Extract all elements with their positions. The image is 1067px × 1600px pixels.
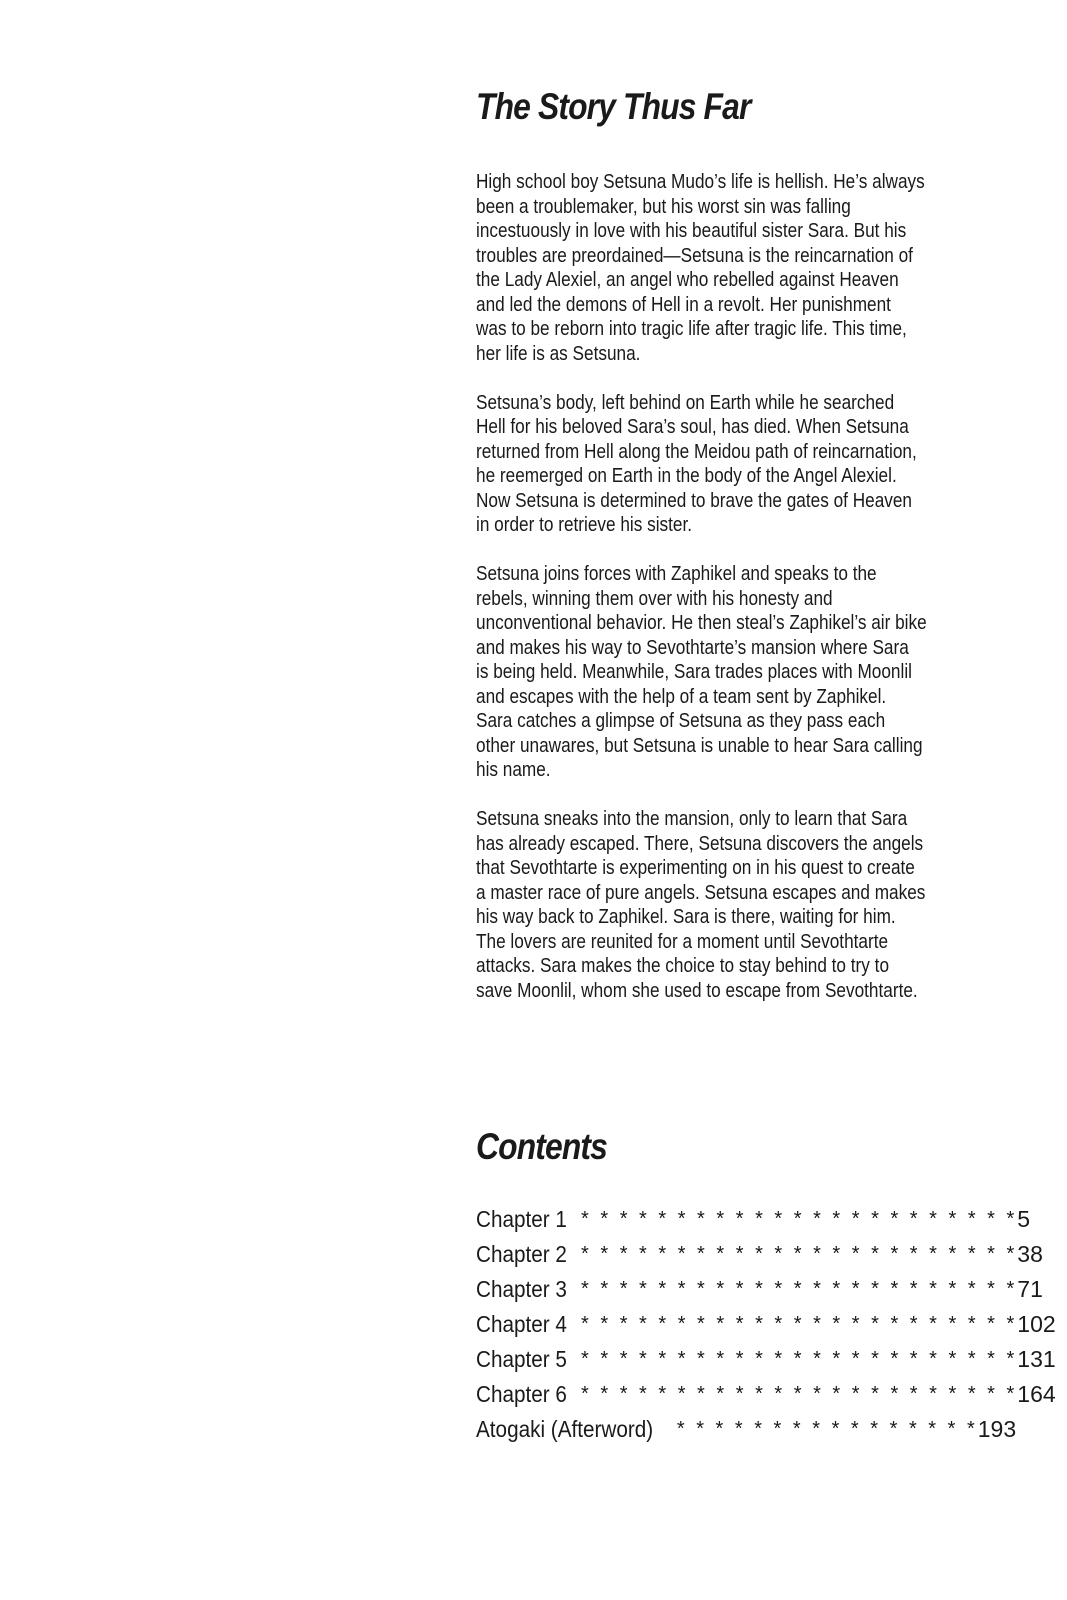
toc-label: Chapter 6 [476,1381,567,1407]
story-paragraph: High school boy Setsuna Mudo’s life is hellish. He’s always been a troublemaker, but his worst sin was falling incestuously in love with his beautiful sister Sara. But his troubles are preordained—Setsuna is the reincarnation of the Lady Alexiel, an angel who rebelled against Heaven and led the demons of Hell in a revolt. Her punishment was to be reborn into tragic life after tragic life. This time, her life is as Setsuna. [476,171,925,365]
toc-entry[interactable] [476,1416,1017,1451]
toc-label: Atogaki (Afterword) [476,1416,654,1442]
toc-page-number: 5 [1017,1206,1031,1232]
toc-entry[interactable] [476,1311,1056,1346]
toc-label: Chapter 1 [476,1206,567,1232]
toc-label: Chapter 4 [476,1311,567,1337]
toc-page-number: 38 [1017,1241,1043,1267]
toc-entry[interactable] [476,1206,1031,1241]
toc-page-number: 131 [1017,1346,1056,1372]
toc-entry[interactable] [476,1346,1056,1381]
toc-leader: * * * * * * * * * * * * * * * * * * * * * * * [581,1383,1018,1405]
toc-leader: * * * * * * * * * * * * * * * * * * * * * * * [581,1243,1018,1265]
toc-entry[interactable] [476,1276,1043,1311]
toc-label: Chapter 5 [476,1346,567,1372]
story-paragraph: Setsuna sneaks into the mansion, only to learn that Sara has already escaped. There, Setsuna discovers the angels that Sevothtarte is experimenting on in his quest to create a master race of pure angels. Setsuna escapes and makes his way back to Zaphikel. Sara is there, waiting for him. The lovers are reunited for a moment until Sevothtarte attacks. Sara makes the choice to stay behind to try to save Moonlil, whom she used to escape from Sevothtarte. [476,808,926,1002]
toc-leader: * * * * * * * * * * * * * * * * * * * * * * * [581,1278,1018,1300]
toc-page-number: 71 [1017,1276,1043,1302]
toc-leader: * * * * * * * * * * * * * * * * * * * * * * * [581,1208,1018,1230]
toc-entry[interactable] [476,1241,1043,1276]
table-of-contents [476,1206,1056,1451]
toc-leader: * * * * * * * * * * * * * * * * * * * * * * * [581,1313,1018,1335]
toc-leader: * * * * * * * * * * * * * * * * [676,1418,978,1440]
toc-label: Chapter 3 [476,1276,567,1302]
story-paragraph: Setsuna’s body, left behind on Earth while he searched Hell for his beloved Sara’s soul, has died. When Setsuna returned from Hell along the Meidou path of reincarnation, he reemerged on Earth in the body of the Angel Alexiel. Now Setsuna is determined to brave the gates of Heaven in order to retrieve his sister. [476,391,917,536]
toc-page-number: 164 [1017,1381,1056,1407]
story-summary [476,170,958,1028]
contents-heading: Contents [476,1126,608,1167]
story-paragraph: Setsuna joins forces with Zaphikel and speaks to the rebels, winning them over with his honesty and unconventional behavior. He then steal’s Zaphikel’s air bike and makes his way to Sevothtarte’s mansion where Sara is being held. Meanwhile, Sara trades places with Moonlil and escapes with the help of a team sent by Zaphikel. Sara catches a glimpse of Setsuna as they pass each other unawares, but Setsuna is unable to hear Sara calling his name. [476,563,927,781]
toc-entry[interactable] [476,1381,1056,1416]
toc-label: Chapter 2 [476,1241,567,1267]
toc-leader: * * * * * * * * * * * * * * * * * * * * * * * [581,1348,1018,1370]
toc-page-number: 102 [1017,1311,1056,1337]
toc-page-number: 193 [977,1416,1017,1442]
story-thus-far-heading: The Story Thus Far [476,86,751,127]
